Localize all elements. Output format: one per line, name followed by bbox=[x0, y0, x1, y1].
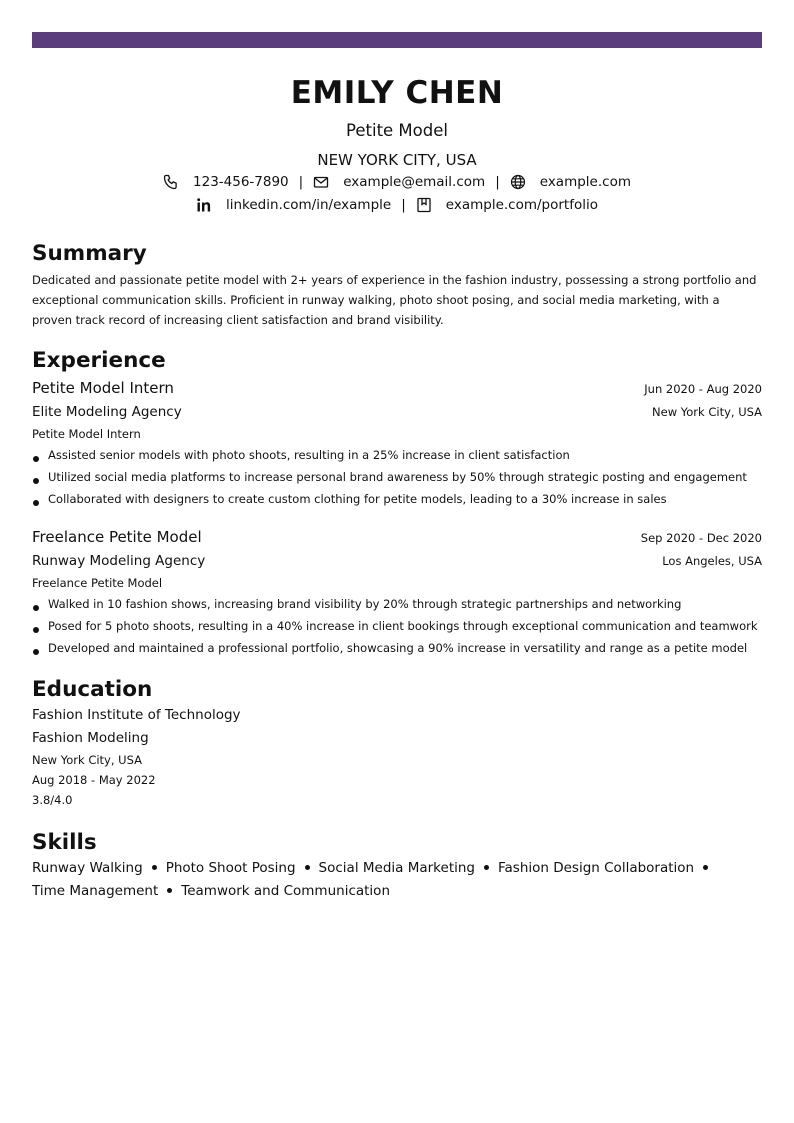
candidate-location: NEW YORK CITY, USA bbox=[317, 151, 477, 169]
mail-icon bbox=[313, 174, 329, 190]
company-name: Runway Modeling Agency bbox=[32, 553, 206, 569]
skill-item: Photo Shoot Posing bbox=[165, 860, 296, 876]
job-title: Freelance Petite Model bbox=[32, 528, 202, 546]
skills-line-2 bbox=[32, 880, 762, 903]
skill-item: Teamwork and Communication bbox=[181, 883, 391, 899]
bullet-item: Collaborated with designers to create custom clothing for petite models, leading to a 30% increase in sales bbox=[32, 488, 762, 510]
linkedin-link[interactable]: linkedin.com/in/example bbox=[225, 196, 392, 213]
bullet-item: Utilized social media platforms to increase personal brand awareness by 50% through strategic posting and engagement bbox=[32, 466, 762, 488]
candidate-title: Petite Model bbox=[346, 121, 448, 140]
skill-separator bbox=[167, 888, 172, 893]
contact-separator: | bbox=[298, 173, 304, 190]
skill-separator bbox=[305, 865, 310, 870]
skill-item: Runway Walking bbox=[32, 860, 143, 876]
contact-row-1 bbox=[32, 170, 762, 193]
job-header bbox=[32, 376, 762, 400]
resume-header bbox=[32, 72, 762, 216]
gpa: 3.8/4.0 bbox=[32, 793, 73, 807]
section-heading: Summary bbox=[32, 241, 147, 266]
job-role: Freelance Petite Model bbox=[32, 576, 163, 590]
portfolio-link[interactable]: example.com/portfolio bbox=[445, 196, 598, 213]
school-location: New York City, USA bbox=[32, 753, 142, 767]
experience-section bbox=[32, 347, 762, 659]
website-link[interactable]: example.com bbox=[539, 173, 631, 190]
skill-item: Social Media Marketing bbox=[318, 860, 475, 876]
job-location: Los Angeles, USA bbox=[662, 554, 762, 568]
phone-icon bbox=[163, 174, 179, 190]
skills-section bbox=[32, 829, 762, 903]
school-name: Fashion Institute of Technology bbox=[32, 707, 241, 723]
job-entry bbox=[32, 525, 762, 659]
skill-separator bbox=[484, 865, 489, 870]
section-heading: Education bbox=[32, 677, 153, 702]
job-dates: Jun 2020 - Aug 2020 bbox=[644, 382, 762, 396]
contact-row-2 bbox=[32, 193, 762, 216]
job-subheader bbox=[32, 400, 762, 424]
job-role: Petite Model Intern bbox=[32, 427, 141, 441]
accent-bar bbox=[32, 32, 762, 48]
job-dates: Sep 2020 - Dec 2020 bbox=[640, 531, 762, 545]
job-header bbox=[32, 525, 762, 549]
contact-separator: | bbox=[401, 196, 406, 213]
job-location: New York City, USA bbox=[652, 405, 762, 419]
skill-item: Time Management bbox=[32, 883, 159, 899]
skill-item: Fashion Design Collaboration bbox=[497, 860, 695, 876]
portfolio-icon bbox=[416, 197, 432, 213]
candidate-name: EMILY CHEN bbox=[290, 75, 504, 111]
summary-text: Dedicated and passionate petite model with 2+ years of experience in the fashion industry, possessing a strong portfolio and exceptional communication skills. Proficient in runway walking, photo shoot posing, and social media marketing, with a proven track record of increasing client satisfaction and brand visibility. bbox=[32, 273, 757, 327]
phone-number[interactable]: 123-456-7890 bbox=[193, 173, 289, 190]
skill-separator bbox=[703, 865, 708, 870]
bullet-item: Walked in 10 fashion shows, increasing brand visibility by 20% through strategic partnerships and networking bbox=[32, 593, 762, 615]
job-title: Petite Model Intern bbox=[32, 379, 174, 397]
job-bullets bbox=[32, 593, 762, 659]
bullet-item: Developed and maintained a professional portfolio, showcasing a 90% increase in versatility and range as a petite model bbox=[32, 637, 762, 659]
job-entry bbox=[32, 376, 762, 510]
globe-icon bbox=[510, 174, 526, 190]
section-heading: Skills bbox=[32, 830, 97, 855]
job-bullets bbox=[32, 444, 762, 510]
linkedin-icon bbox=[196, 197, 212, 213]
contact-separator: | bbox=[495, 173, 500, 190]
skills-line-1 bbox=[32, 857, 762, 880]
bullet-item: Posed for 5 photo shoots, resulting in a 40% increase in client bookings through exceptional communication and teamwork bbox=[32, 615, 762, 637]
email-link[interactable]: example@email.com bbox=[343, 173, 486, 190]
program-name: Fashion Modeling bbox=[32, 730, 149, 746]
job-subheader bbox=[32, 549, 762, 573]
skill-separator bbox=[152, 865, 157, 870]
education-dates: Aug 2018 - May 2022 bbox=[32, 773, 156, 787]
company-name: Elite Modeling Agency bbox=[32, 404, 182, 420]
bullet-item: Assisted senior models with photo shoots, resulting in a 25% increase in client satisfaction bbox=[32, 444, 762, 466]
section-heading: Experience bbox=[32, 348, 166, 373]
education-section bbox=[32, 676, 762, 810]
summary-section bbox=[32, 240, 762, 330]
